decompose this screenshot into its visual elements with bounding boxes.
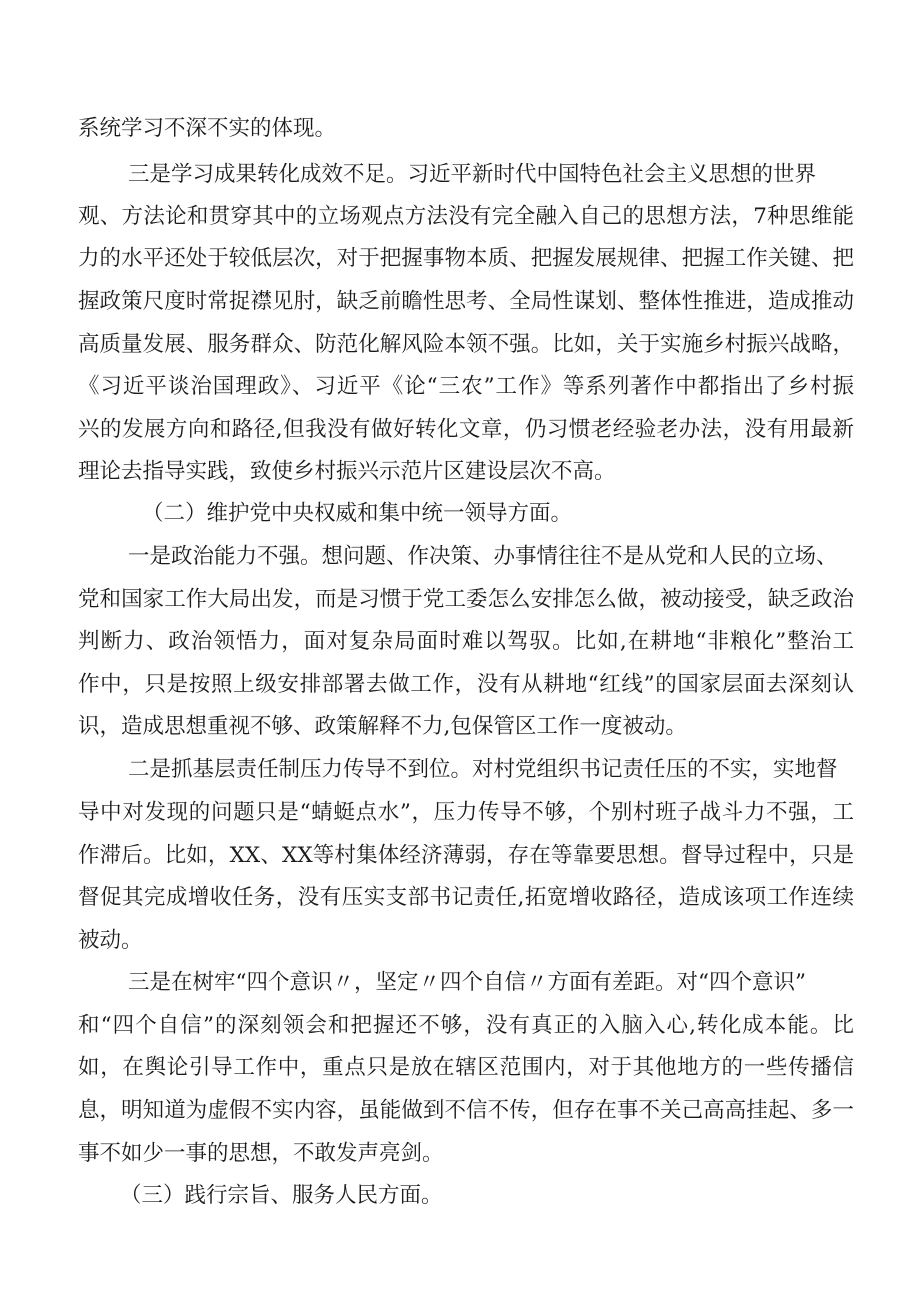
text-line: 观、方法论和贯穿其中的立场观点方法没有完全融入自己的思想方法，7种思维能	[78, 204, 854, 229]
text-line: 被动。	[78, 928, 143, 953]
text-line: 系统学习不深不实的体现。	[78, 116, 337, 141]
text-line: 兴的发展方向和路径,但我没有做好转化文章，仍习惯老经验老办法，没有用最新	[78, 417, 854, 442]
text-line: 握政策尺度时常捉襟见肘，缺乏前瞻性思考、全局性谋划、整体性推进，造成推动	[78, 289, 854, 314]
text-line: 判断力、政治领悟力，面对复杂局面时难以驾驭。比如,在耕地“非粮化”整治工	[78, 629, 854, 654]
text-line: 力的水平还处于较低层次，对于把握事物本质、把握发展规律、把握工作关键、把	[78, 246, 854, 271]
text-line: 督促其完成增收任务，没有压实支部书记责任,拓宽增收路径，造成该项工作连续	[78, 885, 854, 910]
text-line: 作滞后。比如，XX、XX等村集体经济薄弱，存在等靠要思想。督导过程中，只是	[78, 843, 854, 868]
text-line: 事不如少一事的思想，不敢发声亮剑。	[78, 1141, 444, 1166]
text-line: 党和国家工作大局出发，而是习惯于党工委怎么安排怎么做，被动接受，缺乏政治	[78, 587, 854, 612]
text-line: 二是抓基层责任制压力传导不到位。对村党组织书记责任压的不实，实地督	[128, 757, 838, 782]
text-line: 息，明知道为虚假不实内容，虽能做到不信不传，但存在事不关己高高挂起、多一	[78, 1098, 854, 1123]
text-line: 理论去指导实践，致使乡村振兴示范片区建设层次不高。	[78, 459, 616, 484]
section-heading: （三）践行宗旨、服务人民方面。	[120, 1183, 443, 1208]
text-line: 《习近平谈治国理政》、习近平《论“三农”工作》等系列著作中都指出了乡村振	[78, 374, 854, 399]
text-line: 识，造成思想重视不够、政策解释不力,包保管区工作一度被动。	[78, 714, 687, 739]
text-line: 和“四个自信”的深刻领会和把握还不够，没有真正的入脑入心,转化成本能。比	[78, 1013, 854, 1038]
text-line: 导中对发现的问题只是“蜻蜓点水”，压力传导不够，个别村班子战斗力不强，工	[78, 800, 854, 825]
section-heading: （二）维护党中央权威和集中统一领导方面。	[142, 501, 573, 526]
text-line: 一是政治能力不强。想问题、作决策、办事情往往不是从党和人民的立场、	[128, 544, 838, 569]
text-line: 高质量发展、服务群众、防范化解风险本领不强。比如，关于实施乡村振兴战略，	[78, 332, 854, 357]
text-line: 三是在树牢“四个意识〃，坚定〃四个自信〃方面有差距。对“四个意识”	[128, 970, 806, 995]
text-line: 作中，只是按照上级安排部署去做工作，没有从耕地“红线”的国家层面去深刻认	[78, 672, 854, 697]
text-line: 三是学习成果转化成效不足。习近平新时代中国特色社会主义思想的世界	[128, 162, 817, 187]
text-line: 如，在舆论引导工作中，重点只是放在辖区范围内，对于其他地方的一些传播信	[78, 1055, 854, 1080]
